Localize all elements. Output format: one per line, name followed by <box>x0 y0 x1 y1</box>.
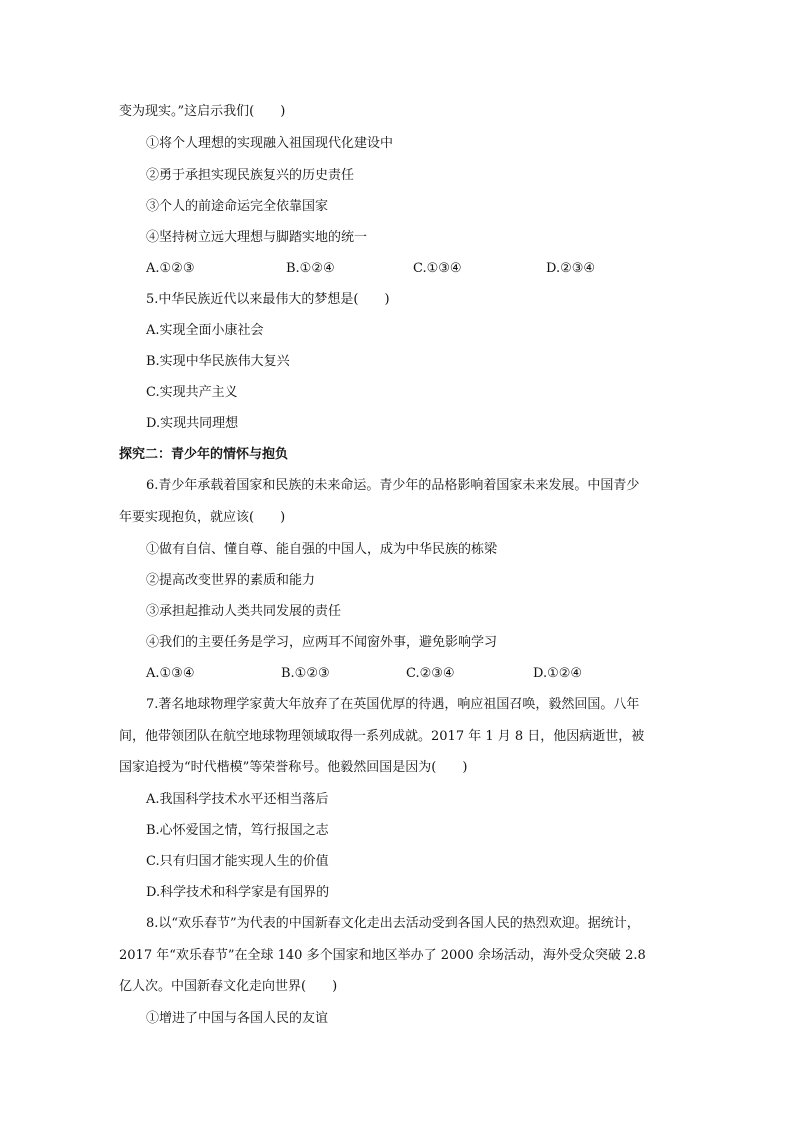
q5-choice-d: D.实现共同理想 <box>146 416 239 431</box>
q6-choice-c: C.②③④ <box>406 666 455 681</box>
q7-stem-line-1: 7.著名地球物理学家黄大年放弃了在英国优厚的待遇，响应祖国召唤，毅然回国。八年 <box>146 697 640 712</box>
q6-option-1: ①做有自信、懂自尊、能自强的中国人，成为中华民族的栋梁 <box>146 542 498 557</box>
q5-choice-a: A.实现全面小康社会 <box>146 323 264 338</box>
q4-option-3: ③个人的前途命运完全依靠国家 <box>146 199 329 214</box>
q4-option-1: ①将个人理想的实现融入祖国现代化建设中 <box>146 136 394 151</box>
q6-choice-b: B.①②③ <box>281 666 330 681</box>
q6-stem-line-2: 年要实现抱负，就应该( ) <box>119 510 286 525</box>
q5-choice-c: C.实现共产主义 <box>146 385 238 400</box>
q8-stem-line-2: 2017 年“欢乐春节”在全球 140 多个国家和地区举办了 2000 余场活动，海外受众突破 2.8 <box>119 948 646 963</box>
q8-option-1: ①增进了中国与各国人民的友谊 <box>146 1011 329 1026</box>
q6-option-4: ④我们的主要任务是学习，应两耳不闻窗外事，避免影响学习 <box>146 635 498 650</box>
section-heading: 探究二：青少年的情怀与抱负 <box>119 447 289 462</box>
q7-choice-a: A.我国科学技术水平还相当落后 <box>146 792 329 807</box>
q4-stem-continuation: 变为现实。”这启示我们( ) <box>119 104 286 119</box>
q4-choice-c: C.①③④ <box>413 261 462 276</box>
q6-stem-line-1 <box>146 478 639 494</box>
q5-stem: 5.中华民族近代以来最伟大的梦想是( ) <box>146 292 390 307</box>
q6-option-2: ②提高改变世界的素质和能力 <box>146 573 316 588</box>
q5-choice-b: B.实现中华民族伟大复兴 <box>146 354 290 369</box>
q4-option-4: ④坚持树立远大理想与脚踏实地的统一 <box>146 230 368 245</box>
q4-choice-b: B.①②④ <box>286 261 335 276</box>
q6-option-3: ③承担起推动人类共同发展的责任 <box>146 604 342 619</box>
q7-stem-line-2: 间，他带领团队在航空地球物理领域取得一系列成就。2017 年 1 月 8 日，他因病逝世，被 <box>119 729 645 744</box>
q7-stem-line-3: 国家追授为“时代楷模”等荣誉称号。他毅然回国是因为( ) <box>119 760 468 775</box>
q7-choice-d: D.科学技术和科学家是有国界的 <box>146 885 330 900</box>
q6-stem-text-1: 6.青少年承载着国家和民族的未来命运。青少年的品格影响着国家未来发展。中国青少 <box>146 478 640 493</box>
q4-choice-d: D.②③④ <box>546 261 596 276</box>
q7-choice-c: C.只有归国才能实现人生的价值 <box>146 854 329 869</box>
q8-stem-line-1: 8.以“欢乐春节”为代表的中国新春文化走出去活动受到各国人民的热烈欢迎。据统计， <box>146 916 640 931</box>
q6-choice-a: A.①③④ <box>146 666 195 681</box>
q4-option-2: ②勇于承担实现民族复兴的历史责任 <box>146 168 355 183</box>
q6-choice-d: D.①②④ <box>533 666 583 681</box>
q7-choice-b: B.心怀爱国之情，笃行报国之志 <box>146 823 329 838</box>
q4-choice-a: A.①②③ <box>146 261 195 276</box>
q8-stem-line-3: 亿人次。中国新春文化走向世界( ) <box>119 979 338 994</box>
